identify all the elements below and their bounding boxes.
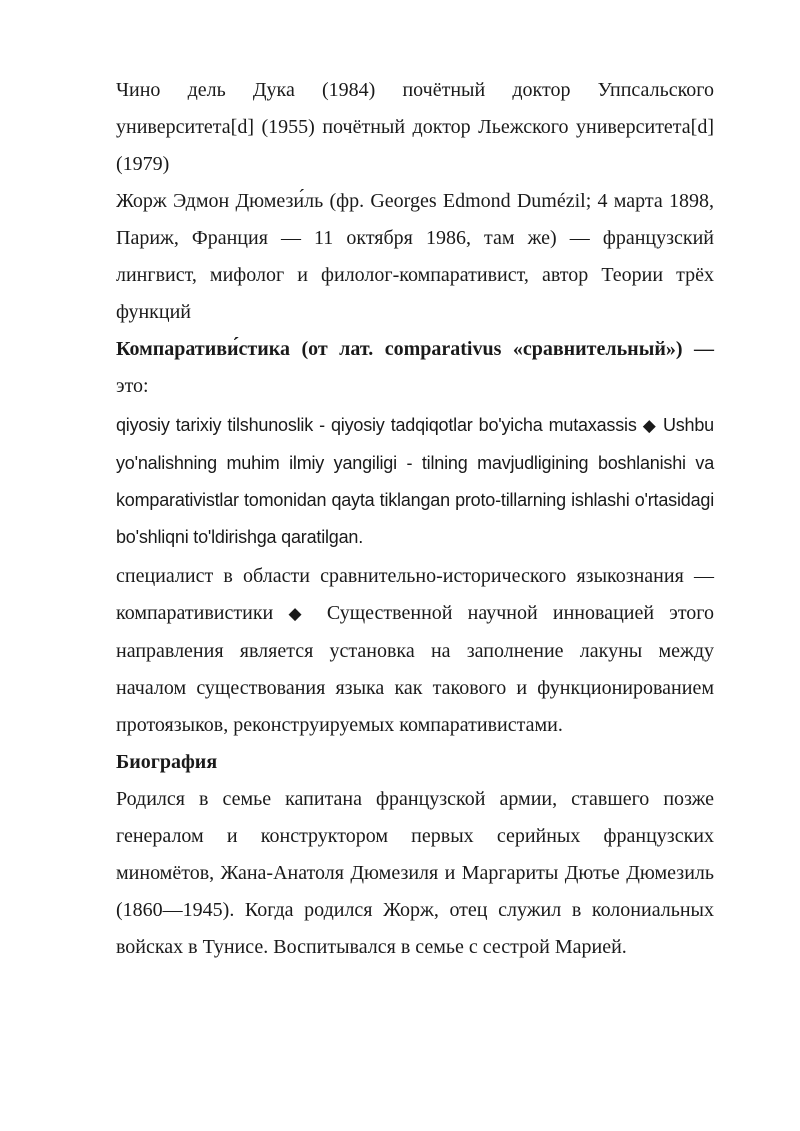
uzbek-paragraph bbox=[116, 407, 714, 556]
russian-text-2: Существенной научной инновацией этого направления является установка на заполнение лакуны между началом существования языка как такового и функционированием протоязыков, реконструируемых компаративистами. bbox=[116, 602, 715, 736]
biography-paragraph: Родился в семье капитана французской армии, ставшего позже генералом и конструктором первых серийных французских миномётов, Жана-Анатоля Дюмезиля и Маргариты Дютье Дюмезиль (1860—1945). Когда родился Жорж, отец служил в колониальных войсках в Тунисе. Воспитывался в семье с сестрой Марией. bbox=[116, 788, 714, 958]
russian-text-1: специалист в области сравнительно-исторического языкознания — компаративистики bbox=[116, 565, 714, 624]
biography-heading: Биография bbox=[116, 751, 218, 773]
comparative-dash: — bbox=[694, 338, 714, 360]
comparative-term: Компаративи́стика (от лат. comparativus «сравнительный») bbox=[116, 338, 683, 360]
diamond-separator-icon: ◆ bbox=[288, 604, 312, 624]
dumezil-intro-paragraph: Жорж Эдмон Дюмези́ль (фр. Georges Edmond Dumézil; 4 марта 1898, Париж, Франция — 11 октября 1986, там же) — французский лингвист, мифолог и филолог-компаративист, автор Теории трёх функций bbox=[116, 190, 714, 323]
document-page bbox=[116, 72, 714, 966]
comparative-definition bbox=[116, 331, 714, 405]
honors-paragraph: Чино дель Дука (1984) почётный доктор Уппсальского университета[d] (1955) почётный доктор Льежского университета[d] (1979) bbox=[116, 79, 714, 175]
russian-paragraph bbox=[116, 558, 714, 744]
uzbek-text-2: Ushbu yo'nalishning muhim ilmiy yangiligi - tilning mavjudligining boshlanishi va komparativistlar tomonidan qayta tiklangan proto-tillarning ishlashi o'rtasidagi bo'shliqni to'ldirishga qaratilgan. bbox=[116, 415, 714, 547]
comparative-rest: это: bbox=[116, 375, 149, 397]
uzbek-text-1: qiyosiy tarixiy tilshunoslik - qiyosiy tadqiqotlar bo'yicha mutaxassis bbox=[116, 415, 637, 435]
diamond-separator-icon: ◆ bbox=[642, 416, 657, 436]
